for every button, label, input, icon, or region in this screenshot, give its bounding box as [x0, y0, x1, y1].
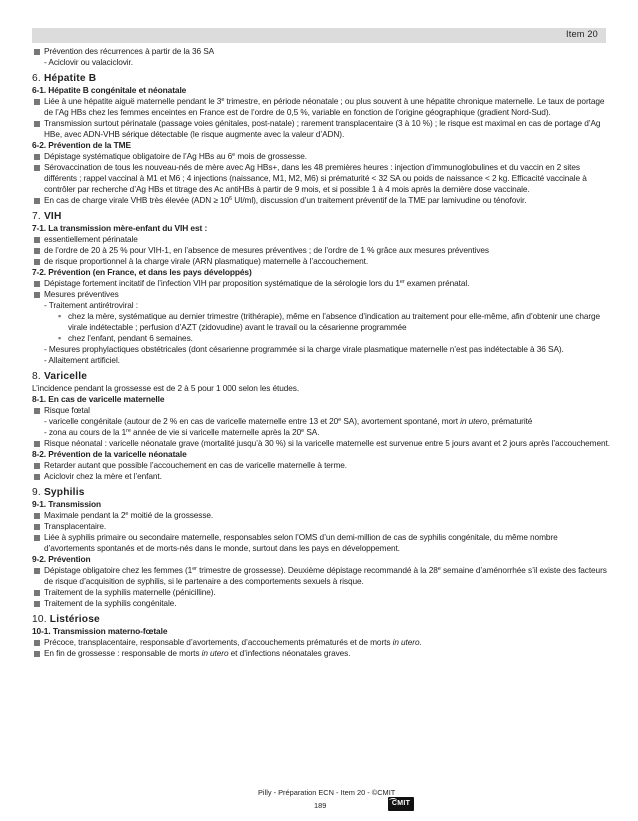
list-item: En fin de grossesse : responsable de morts in utero et d’infections néonatales graves. [32, 648, 610, 659]
cmit-logo: CMIT [388, 797, 414, 811]
subsection-heading: 10-1. Transmission materno-fœtale [32, 626, 168, 636]
subsection-heading: 6-1. Hépatite B congénitale et néonatale [32, 85, 187, 95]
list-item: Liée à une hépatite aiguë maternelle pendant le 3e trimestre, en période néonatale ; ou plus souvent à une hépatite chronique maternelle. Le taux de portage de l’Ag HBs chez les femmes enceintes en France est de l’ordre de 0,5 %, variable en fonction de l’origine géographique (gradient Nord-Sud). [32, 96, 610, 118]
subsection-heading: 7-1. La transmission mère-enfant du VIH est : [32, 223, 208, 233]
list-item: ▪ chez l’enfant, pendant 6 semaines. [32, 333, 610, 344]
subsection-heading: 9-2. Prévention [32, 554, 91, 564]
list-item: Aciclovir chez la mère et l’enfant. [32, 471, 610, 482]
list-item: Retarder autant que possible l’accouchement en cas de varicelle maternelle à terme. [32, 460, 610, 471]
section-heading-listeriose: 10. Listériose [32, 614, 100, 625]
section-heading-varicelle: 8. Varicelle [32, 371, 88, 382]
list-item: Sérovaccination de tous les nouveau-nés de mère avec Ag HBs+, dans les 48 premières heures : injection d’immunoglobulines et du vaccin en 2 sites différents ; rappel vaccinal à M1 et M6 ; 4 injections (naissance, M1, M2, M6) si prématurité < 32 SA ou poids de naissance < 2 kg. Efficacité vaccinale à contrôler par recherche d’Ag HBs et titrage des Ac antiHBs à partir de 9 mois, et si possible 1 à 4 mois après la dernière dose vaccinale. [32, 162, 610, 195]
list-item: - zona au cours de la 1re année de vie si varicelle maternelle après la 20e SA. [44, 427, 320, 437]
list-item: Risque fœtal [32, 405, 610, 416]
list-item: - Allaitement artificiel. [44, 355, 120, 365]
page-header [32, 28, 606, 43]
list-item: Mesures préventives [32, 289, 610, 300]
list-item: de l’ordre de 20 à 25 % pour VIH-1, en l’absence de mesures préventives ; de l’ordre de 1 % grâce aux mesures préventives [32, 245, 610, 256]
list-item: Traitement de la syphilis maternelle (pénicilline). [32, 587, 610, 598]
list-item: En cas de charge virale VHB très élevée ($ADN \ge 10^6$ UI/ml), discussion d’un traitement préventif de la TME par lamivudine ou ténofovir. [32, 195, 610, 206]
list-item: Liée à syphilis primaire ou secondaire maternelle, responsables selon l’OMS d’un demi-million de cas de syphilis congénitale, du même nombre d’avortements spontanés et de morts-nés dans le monde, surtout dans les pays en développement. [32, 532, 610, 554]
list-item: - varicelle congénitale (autour de 2 % en cas de varicelle maternelle entre 13 et 20e SA), avortement spontané, mort in utero, prématurité [44, 416, 533, 426]
list-item: Transplacentaire. [32, 521, 610, 532]
page-content [32, 46, 610, 659]
subsection-heading: 6-2. Prévention de la TME [32, 140, 131, 150]
list-item: Dépistage systématique obligatoire de l’Ag HBs au 6e mois de grossesse. [32, 151, 610, 162]
list-item: Maximale pendant la 2e moitié de la grossesse. [32, 510, 610, 521]
subsection-heading: 9-1. Transmission [32, 499, 102, 509]
header-item-label: Item 20 [565, 29, 598, 39]
subsection-heading: 8-1. En cas de varicelle maternelle [32, 394, 165, 404]
footer-credit: Pilly - Préparation ECN - Item 20 - ©CMIT [258, 788, 396, 797]
list-item: Risque néonatal : varicelle néonatale grave (mortalité jusqu’à 30 %) si la varicelle maternelle est survenue entre 5 jours avant et 2 jours après l’accouchement. [32, 438, 610, 449]
paragraph: L’incidence pendant la grossesse est de 2 à 5 pour 1 000 selon les études. [32, 383, 300, 393]
subsection-heading: 8-2. Prévention de la varicelle néonatale [32, 449, 187, 459]
page-number: 189 [314, 801, 327, 810]
list-item: - Mesures prophylactiques obstétricales (dont césarienne programmée si la charge virale plasmatique maternelle n’est pas indétectable à 36 SA). [44, 344, 564, 354]
list-item: Prévention des récurrences à partir de la 36 SA [32, 46, 610, 57]
list-item: Traitement de la syphilis congénitale. [32, 598, 610, 609]
list-item: - Traitement antirétroviral : [44, 300, 138, 310]
subsection-heading: 7-2. Prévention (en France, et dans les pays développés) [32, 267, 252, 277]
section-heading-hepatite-b: 6. Hépatite B [32, 73, 97, 84]
list-item: - Aciclovir ou valaciclovir. [44, 57, 133, 67]
section-heading-vih: 7. VIH [32, 211, 62, 222]
list-item: Dépistage obligatoire chez les femmes (1er trimestre de grossesse). Deuxième dépistage recommandé à la 28e semaine d’aménorrhée s’il existe des facteurs de risque d’acquisition de syphilis, si le partenaire a des comportements sexuels à risque. [32, 565, 610, 587]
list-item: de risque proportionnel à la charge virale (ARN plasmatique) maternelle à l’accouchement. [32, 256, 610, 267]
list-item: ▪ chez la mère, systématique au dernier trimestre (trithérapie), même en l’absence d’indication au traitement pour elle-même, afin d’obtenir une charge virale indétectable ; perfusion d’AZT (zidovudine) avant le travail ou la césarienne programmée [32, 311, 610, 333]
list-item: Transmission surtout périnatale (passage voies génitales, post-natale) ; rarement transplacentaire (3 à 10 %) ; le risque est maximal en cas de portage d’Ag HBe, avec ADN-VHB sérique détectable (le risque augmente avec la valeur d’ADN). [32, 118, 610, 140]
list-item: Dépistage fortement incitatif de l’infection VIH par proposition systématique de la sérologie lors du 1er examen prénatal. [32, 278, 610, 289]
list-item: essentiellement périnatale [32, 234, 610, 245]
list-item: Précoce, transplacentaire, responsable d’avortements, d’accouchements prématurés et de morts in utero. [32, 637, 610, 648]
section-heading-syphilis: 9. Syphilis [32, 487, 85, 498]
